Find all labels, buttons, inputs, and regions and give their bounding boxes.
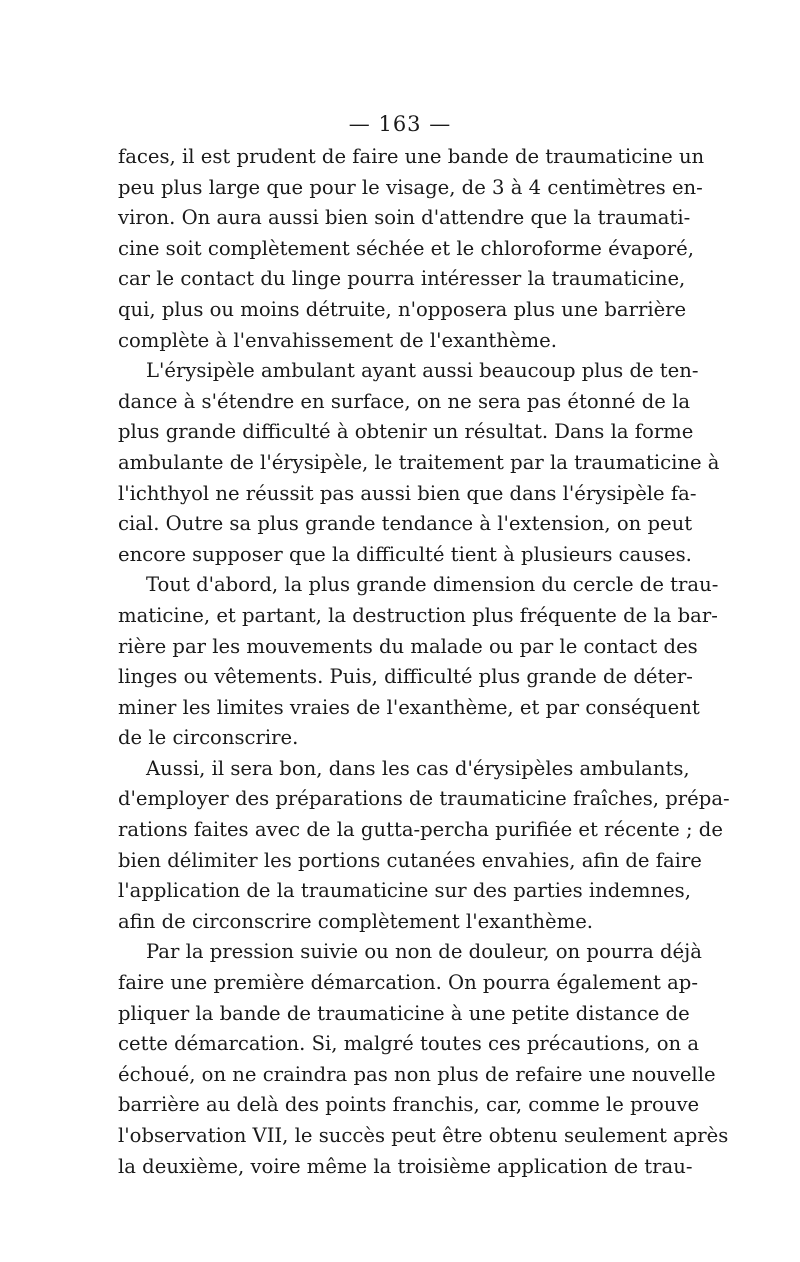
text-line: encore supposer que la difficulté tient à plusieurs causes. [118,542,692,566]
text-line: peu plus large que pour le visage, de 3 à 4 centimètres en- [118,175,703,199]
page-number: — 163 — [348,112,452,136]
paragraph-first-line: Aussi, il sera bon, dans les cas d'érysipèles ambulants, [146,756,690,780]
text-line: cine soit complètement séchée et le chloroforme évaporé, [118,236,694,260]
text-line: viron. On aura aussi bien soin d'attendre que la traumati- [118,206,691,230]
text-line: afin de circonscrire complètement l'exanthème. [118,909,594,933]
paragraph-first-line: L'érysipèle ambulant ayant aussi beaucoup plus de ten- [146,359,699,383]
text-line: qui, plus ou moins détruite, n'opposera plus une barrière [118,297,687,321]
text-line: car le contact du linge pourra intéresser la traumaticine, [118,267,686,291]
text-line: d'employer des préparations de traumaticine fraîches, prépa- [118,787,730,811]
text-line: l'ichthyol ne réussit pas aussi bien que dans l'érysipèle fa- [118,481,697,505]
text-line: maticine, et partant, la destruction plus fréquente de la bar- [118,603,718,627]
text-line: échoué, on ne craindra pas non plus de refaire une nouvelle [118,1062,716,1086]
text-line: la deuxième, voire même la troisième application de trau- [118,1154,693,1178]
text-line: dance à s'étendre en surface, on ne sera pas étonné de la [118,389,691,413]
text-line: faces, il est prudent de faire une bande de traumaticine un [118,145,705,168]
text-line: cette démarcation. Si, malgré toutes ces précautions, on a [118,1032,700,1056]
body-text [118,142,730,1182]
paragraph-first-line: Tout d'abord, la plus grande dimension du cercle de trau- [146,573,719,597]
text-line: plus grande difficulté à obtenir un résultat. Dans la forme [118,420,694,444]
text-line: complète à l'envahissement de l'exanthème. [118,328,557,352]
text-line: bien délimiter les portions cutanées envahies, afin de faire [118,848,702,872]
text-line: rations faites avec de la gutta-percha purifiée et récente ; de [118,818,723,842]
text-line: l'application de la traumaticine sur des parties indemnes, [118,879,691,903]
text-line: linges ou vêtements. Puis, difficulté plus grande de déter- [118,665,693,689]
text-line: barrière au delà des points franchis, car, comme le prouve [118,1093,700,1117]
text-line: miner les limites vraies de l'exanthème, et par conséquent [118,695,700,719]
text-line: faire une première démarcation. On pourra également ap- [118,971,698,995]
paragraph-first-line: Par la pression suivie ou non de douleur, on pourra déjà [146,940,702,964]
text-line: de le circonscrire. [118,726,299,750]
text-line: pliquer la bande de traumaticine à une petite distance de [118,1001,690,1025]
text-line: l'observation VII, le succès peut être obtenu seulement après [118,1124,729,1147]
text-line: rière par les mouvements du malade ou par le contact des [118,634,698,658]
text-line: ambulante de l'érysipèle, le traitement par la traumaticine à [118,450,720,474]
text-line: cial. Outre sa plus grande tendance à l'extension, on peut [118,512,693,536]
